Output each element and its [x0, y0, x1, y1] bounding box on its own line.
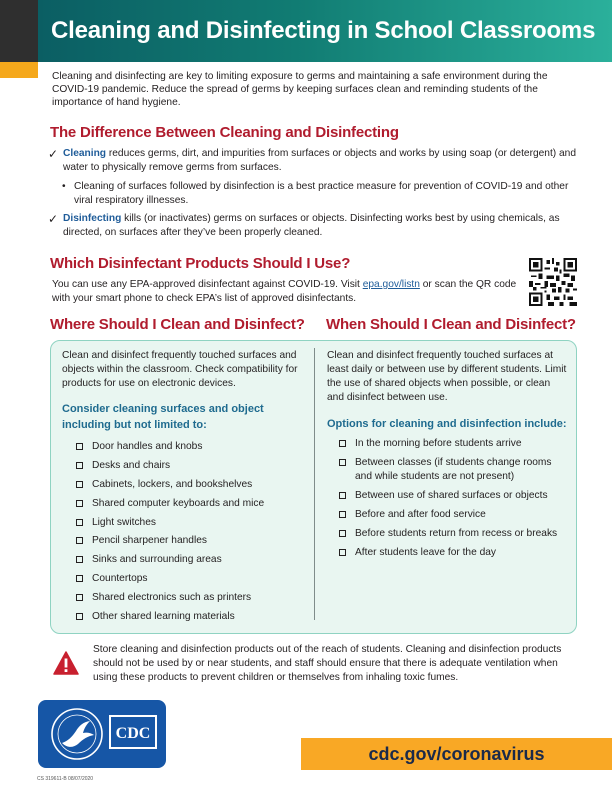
list-item-label: In the morning before students arrive [355, 438, 522, 449]
when-subheading: Options for cleaning and disinfection include: [327, 418, 567, 430]
list-item-label: Before and after food service [355, 509, 486, 520]
checkbox-icon [76, 537, 83, 544]
cleaning-sub-bullet-text: Cleaning of surfaces followed by disinfection is a best practice measure for prevention of COVID-19 and other viral respiratory illnesses. [74, 181, 569, 206]
list-item-label: Light switches [92, 516, 156, 528]
checkbox-icon [339, 549, 346, 556]
list-item [76, 459, 316, 473]
checkbox-icon [76, 500, 83, 507]
hhs-seal-icon [50, 707, 104, 761]
list-item [76, 610, 316, 624]
epa-link[interactable]: epa.gov/listn [362, 279, 420, 290]
list-item-label: Pencil sharpener handles [92, 535, 207, 547]
list-item [339, 546, 564, 560]
checkbox-icon [76, 462, 83, 469]
document-code: CS 319611-B 08/07/2020 [37, 776, 94, 782]
cdc-logo-text: CDC [115, 725, 151, 742]
list-item [76, 516, 316, 530]
when-text: Clean and disinfect frequently touched surfaces at least daily or between use by different students. Limit the use of shared objects when possible, or clean and disinfect between use. [327, 350, 567, 403]
checkmark-icon: ✓ [48, 212, 59, 226]
products-text-after: or scan the QR code with your smart phone to check EPA’s list of approved disinfectants. [52, 279, 517, 304]
warning-text: Store cleaning and disinfection products out of the reach of students. Cleaning and disinfection products should not be used by or near students, and staff should ensure that there is adequate ventilation when using these products to prevent children or themselves from inhaling toxic fumes. [93, 644, 562, 683]
warning-icon [53, 651, 79, 675]
when-heading: When Should I Clean and Disinfect? [326, 316, 576, 333]
list-item [76, 572, 316, 586]
list-item-label: Sinks and surrounding areas [92, 554, 222, 566]
list-item [339, 527, 564, 541]
url-banner[interactable] [301, 738, 612, 770]
list-item-label: Desks and chairs [92, 459, 171, 471]
url-text[interactable]: cdc.gov/coronavirus [368, 743, 545, 764]
list-item-label: Door handles and knobs [92, 441, 203, 452]
checkbox-icon [76, 519, 83, 526]
qr-code-icon[interactable] [529, 258, 577, 306]
products-text [52, 278, 522, 306]
list-item [339, 437, 564, 451]
when-list [339, 437, 564, 560]
list-item [76, 497, 316, 511]
cdc-logo [38, 700, 166, 768]
list-item [339, 508, 564, 522]
page-title: Cleaning and Disinfecting in School Classrooms [51, 17, 596, 44]
list-item-label: Shared electronics such as printers [92, 592, 252, 604]
where-subheading: Consider cleaning surfaces and object including but not limited to: [62, 403, 264, 431]
where-text: Clean and disinfect frequently touched surfaces and objects within the classroom. Check compatibility for products for use on electronic devices. [62, 350, 298, 389]
checkbox-icon [339, 492, 346, 499]
list-item [76, 478, 316, 492]
list-item-label: Between classes (if students change rooms and while students are not present) [355, 457, 552, 482]
checkbox-icon [76, 594, 83, 601]
title-band [38, 0, 612, 62]
where-list [76, 440, 316, 624]
products-heading: Which Disinfectant Products Should I Use? [50, 255, 351, 272]
checkmark-icon: ✓ [48, 147, 59, 161]
list-item-label: Between use of shared surfaces or objects [355, 490, 548, 501]
checkbox-icon [76, 613, 83, 620]
products-text-before: You can use any EPA-approved disinfectant against COVID-19. Visit [52, 279, 363, 290]
cleaning-text: reduces germs, dirt, and impurities from surfaces or objects and works by using soap (or detergent) and water to physically remove germs from surfaces. [63, 148, 577, 173]
bullet-icon: • [62, 181, 66, 192]
difference-heading: The Difference Between Cleaning and Disinfecting [50, 124, 399, 141]
list-item-label: After students leave for the day [355, 547, 497, 558]
list-item [76, 553, 316, 567]
intro-paragraph: Cleaning and disinfecting are key to limiting exposure to germs and maintaining a safe environment during the COVID-19 pandemic. Reduce the spread of germs by keeping surfaces clean and reminding students of the importance of hand hygiene. [52, 71, 548, 109]
list-item [76, 591, 316, 605]
checkbox-icon [339, 511, 346, 518]
checkbox-icon [76, 575, 83, 582]
checkbox-icon [339, 459, 346, 466]
list-item-label: Countertops [92, 573, 148, 585]
list-item-label: Before students return from recess or breaks [355, 528, 558, 539]
cleaning-sub-bullet [62, 180, 577, 208]
checkbox-icon [339, 440, 346, 447]
header-accent-strip [0, 62, 38, 78]
cdc-wordmark [108, 714, 158, 750]
list-item [339, 489, 564, 503]
list-item [76, 534, 316, 548]
checkbox-icon [339, 530, 346, 537]
list-item-label: Shared computer keyboards and mice [92, 497, 265, 509]
list-item-label: Cabinets, lockers, and bookshelves [92, 478, 253, 490]
disinfecting-text: kills (or inactivates) germs on surfaces or objects. Disinfecting works best by using chemicals, as directed, on surfaces after they’ve been properly cleaned. [63, 213, 560, 238]
checkbox-icon [76, 443, 83, 450]
list-item-label: Other shared learning materials [92, 611, 235, 623]
list-item [339, 456, 564, 484]
disinfecting-item [48, 212, 578, 240]
where-heading: Where Should I Clean and Disinfect? [50, 316, 305, 333]
checkbox-icon [76, 556, 83, 563]
checkbox-icon [76, 481, 83, 488]
cleaning-item [48, 147, 578, 175]
list-item [76, 440, 316, 454]
cleaning-term: Cleaning [63, 148, 107, 159]
disinfecting-term: Disinfecting [63, 213, 122, 224]
header-bar [0, 0, 612, 78]
